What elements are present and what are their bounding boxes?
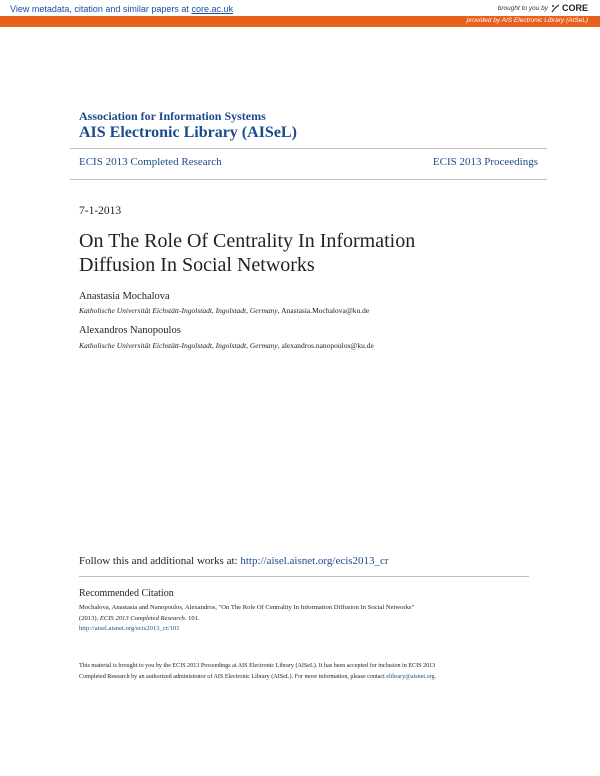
affiliation-text: Katholische Universität Eichstätt-Ingolstadt, Ingolstadt, Germany [79,341,278,350]
brought-by-label: brought to you by [497,4,548,12]
core-logo[interactable] [551,3,588,13]
library-header[interactable] [79,109,297,143]
divider-top [70,148,547,149]
footer-email-link[interactable]: elibrary@aisnet.org [386,673,435,680]
title-line-2: Diffusion In Social Networks [79,254,315,276]
core-logo-text: CORE [561,3,588,13]
citation-series: ECIS 2013 Completed Research [99,614,185,622]
author-affiliation [79,306,369,315]
recommended-citation-body [79,603,519,635]
author-email: , alexandros.nanopoulos@ku.de [277,341,374,350]
core-metadata-label: View metadata, citation and similar papers at [10,4,189,14]
follow-link[interactable]: http://aisel.aisnet.org/ecis2013_cr [240,555,389,567]
footer-line-1: This material is brought to you by the ECIS 2013 Proceedings at AIS Electronic Library (AISeL). It has been accepted for inclusion in ECIS 2013 [79,663,436,669]
follow-line [79,555,389,567]
recommended-citation-heading: Recommended Citation [79,588,174,599]
core-metadata-text [10,4,233,14]
author-name: Alexandros Nanopoulos [79,325,181,336]
divider-bottom [70,179,547,180]
follow-label: Follow this and additional works at: [79,555,241,567]
citation-line-2 [79,614,519,625]
core-logo-icon [551,4,560,13]
divider-follow [79,576,529,577]
footer-period: . [434,673,437,680]
author-affiliation [79,341,374,350]
title-line-1: On The Role Of Centrality In Information [79,230,416,252]
footer-line-2 [79,672,519,683]
provider-band [0,16,600,27]
series-link-left[interactable]: ECIS 2013 Completed Research [79,156,222,168]
core-link[interactable]: core.ac.uk [191,4,233,14]
citation-year: (2013). [79,614,100,622]
footer-notice [79,661,519,682]
core-brand[interactable] [498,3,588,13]
citation-link[interactable]: http://aisel.aisnet.org/ecis2013_cr/101 [79,625,180,632]
affiliation-text: Katholische Universität Eichstätt-Ingolstadt, Ingolstadt, Germany [79,306,278,315]
library-name[interactable]: AIS Electronic Library (AISeL) [79,124,297,141]
association-name[interactable]: Association for Information Systems [79,109,266,123]
publication-date: 7-1-2013 [79,205,122,217]
citation-number: . 101. [184,614,200,622]
footer-contact-text: Completed Research by an authorized administrator of AIS Electronic Library (AISeL). For more information, please contact [79,673,387,680]
series-link-right[interactable]: ECIS 2013 Proceedings [432,156,538,168]
citation-line-1: Mochalova, Anastasia and Nanopoulos, Alexandros, "On The Role Of Centrality In Information Diffusion In Social Networks" [79,604,415,611]
author-email: , Anastasia.Mochalova@ku.de [277,306,370,315]
provided-by-text: provided by AIS Electronic Library (AISeL) [466,17,588,24]
paper-title [79,229,549,277]
author-name: Anastasia Mochalova [79,291,170,302]
